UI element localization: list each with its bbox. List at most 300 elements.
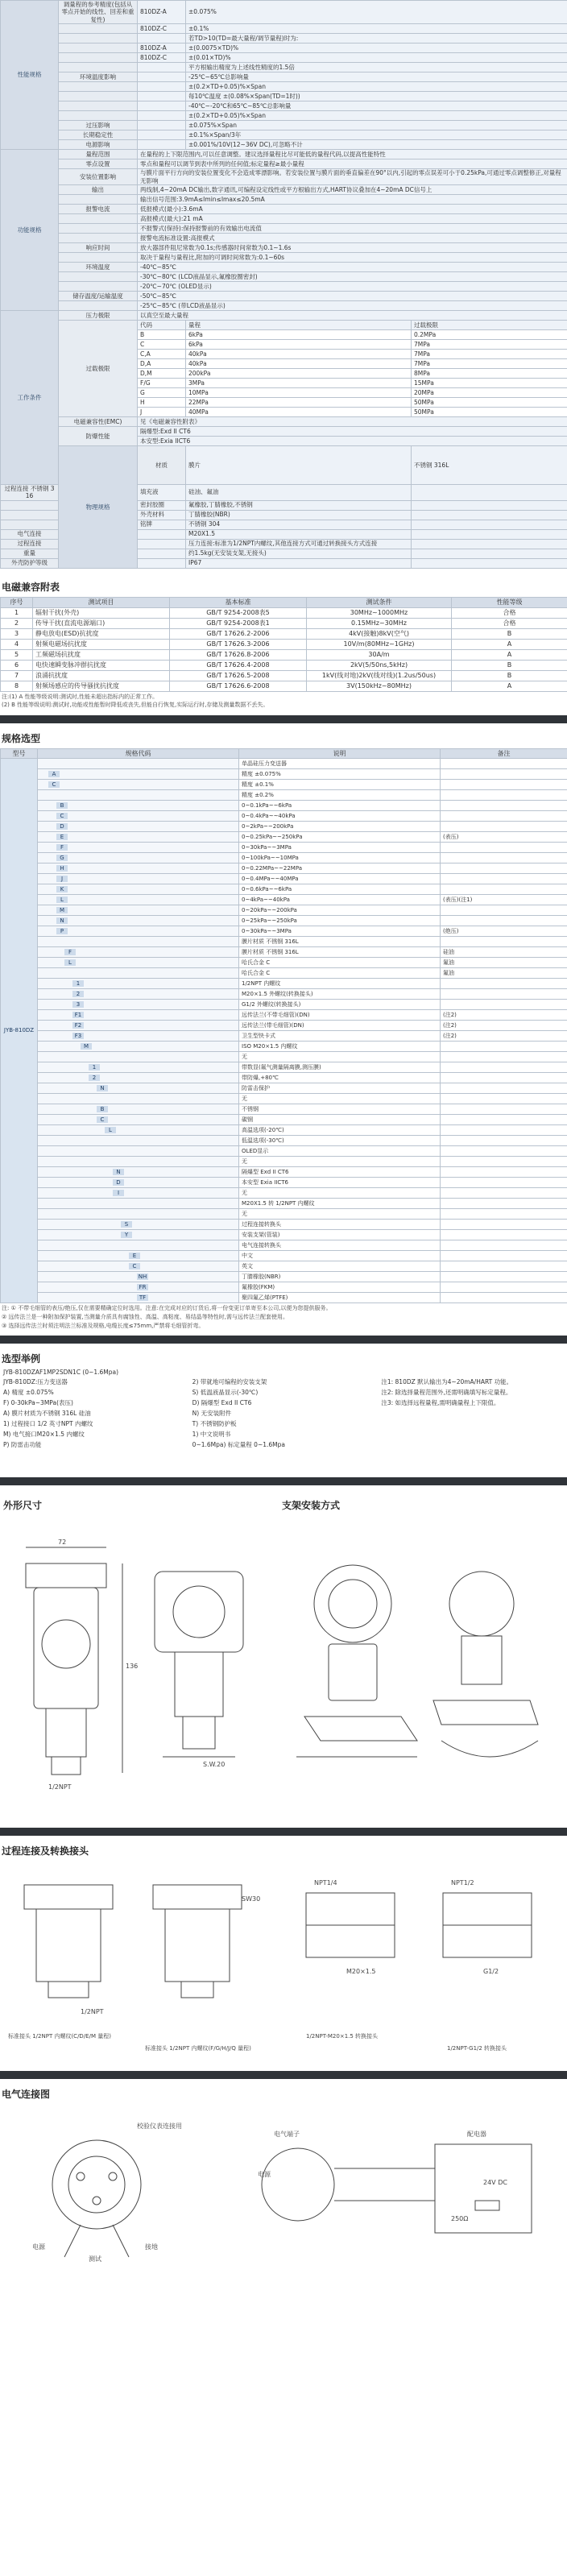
selection-desc: 0~100kPa~~10MPa (239, 853, 441, 863)
selection-code-wrap (40, 1179, 236, 1187)
selection-code-cell (38, 968, 239, 979)
process-title: 过程连接及转换接头 (2, 1845, 89, 1857)
selection-code-wrap (40, 928, 236, 935)
dim-label-height: 136 (126, 1662, 139, 1670)
spec-value: -25℃~65℃总影响量 (186, 72, 567, 82)
selection-code: E (129, 1253, 140, 1260)
selection-note (441, 1115, 567, 1125)
selection-desc: 无 (239, 1052, 441, 1062)
selection-code-cell (38, 1209, 239, 1220)
selection-note (441, 1042, 567, 1052)
spec-value: 压力连接:标准为1/2NPT内螺纹,其他连接方式可通过转换接头方式连接 (186, 539, 412, 549)
dimension-drawing (2, 1515, 272, 1821)
selection-code-cell (38, 874, 239, 884)
emc-cell: GB/T 9254-2008表1 (170, 618, 307, 628)
selection-row (1, 1073, 567, 1083)
spec-subcategory (59, 92, 138, 101)
spec-value: ±(0.0075×TD)% (186, 43, 567, 53)
selection-desc: 0~0.1kPa~~6kPa (239, 801, 441, 811)
selection-row (1, 1188, 567, 1199)
spec-row (1, 1, 567, 24)
pressure-cell: 200kPa (186, 368, 412, 378)
pressure-cell: 40kPa (186, 349, 412, 358)
selection-desc: 无 (239, 1157, 441, 1167)
emc-cell: 30A/m (307, 649, 452, 660)
selection-code-cell (38, 801, 239, 811)
selection-model: JYB-810DZ (1, 759, 38, 1303)
example-item: 1) 中文说明书 (192, 1430, 231, 1438)
spec-value: 氟橡胶,丁腈橡胶,不锈钢 (186, 500, 412, 510)
selection-code-cell (38, 884, 239, 895)
selection-code-cell (38, 759, 239, 769)
selection-note (441, 790, 567, 801)
selection-code-wrap (40, 1253, 236, 1260)
dim-label-npt: 1/2NPT (48, 1783, 72, 1791)
spec-row (1, 213, 567, 223)
selection-row (1, 843, 567, 853)
section-separator (0, 1336, 567, 1344)
emc-cell: 1 (1, 607, 33, 618)
selection-row (1, 905, 567, 916)
spec-row (1, 252, 567, 262)
selection-note (441, 979, 567, 989)
pressure-header: 代码 (138, 320, 186, 329)
selection-row (1, 895, 567, 905)
selection-desc: 远传法兰(带毛细管)(DN) (239, 1021, 441, 1031)
emc-row (1, 670, 567, 681)
selection-code-wrap (40, 907, 236, 914)
selection-code-cell (38, 1062, 239, 1073)
spec-row (1, 300, 567, 310)
selection-code: J (56, 876, 68, 883)
selection-code-cell (38, 1230, 239, 1240)
selection-row (1, 1167, 567, 1178)
selection-desc: 带数显(氟气测量隔离膜,测压膜) (239, 1062, 441, 1073)
selection-code-wrap (40, 1169, 236, 1176)
selection-code: G (56, 855, 68, 862)
spec-row (1, 291, 567, 300)
emc-header: 序号 (1, 597, 33, 607)
selection-note (441, 1000, 567, 1010)
selection-row (1, 884, 567, 895)
selection-code: 3 (72, 1001, 84, 1008)
selection-row (1, 1261, 567, 1272)
selection-code-cell (38, 1021, 239, 1031)
selection-code-cell (38, 1178, 239, 1188)
dimension-title: 外形尺寸 (3, 1499, 43, 1511)
selection-note (441, 884, 567, 895)
selection-note (441, 1199, 567, 1209)
selection-code: F (56, 844, 68, 851)
spec-label (138, 130, 186, 140)
selection-code-wrap (40, 897, 236, 904)
selection-note-text: 注: ① 不带毛细管的表压/绝压,仅在需要精确定位时选用。注意:在完成对应的订货后,将一份变更订单寄至本公司,以便为您提供服务。 (2, 1305, 332, 1311)
pressure-header: 过载极限 (412, 320, 567, 329)
selection-note: (注2) (441, 1021, 567, 1031)
example-item: 1) 过程接口 1/2 英寸NPT 内螺纹 (3, 1419, 93, 1427)
spec-value: ±0.1%×Span/3年 (186, 130, 567, 140)
spec-subcategory (59, 281, 138, 291)
selection-desc: 哈氏合金 C (239, 958, 441, 968)
selection-code-cell (38, 822, 239, 832)
emc-cell: 工频磁场抗扰度 (33, 649, 170, 660)
example-item: JYB-810DZ:压力变送器 (3, 1377, 68, 1385)
example-item: F) 0-30kPa~3MPa(表压) (3, 1398, 73, 1406)
emc-note: 注:(1) A 性能等级说明:测试时,性能未超出指标内的正常工作。 (2, 693, 159, 700)
example-block (0, 1377, 567, 1453)
example-item: A) 精度 ±0.075% (3, 1388, 54, 1396)
selection-code-cell (38, 1188, 239, 1199)
selection-code-wrap (40, 1033, 236, 1040)
wire-label-distributor: 配电器 (467, 2130, 486, 2138)
spec-subcategory (59, 111, 138, 121)
selection-note (441, 1125, 567, 1136)
spec-label: 810DZ-A (138, 43, 186, 53)
emc-cell: 2 (1, 618, 33, 628)
emc-cell: GB/T 9254-2008表5 (170, 607, 307, 618)
emc-title: 电磁兼容附表 (2, 581, 60, 593)
selection-code-cell (38, 769, 239, 780)
selection-code-cell (38, 1146, 239, 1157)
spec-subcategory (59, 233, 138, 242)
selection-note (441, 1062, 567, 1073)
selection-row (1, 1220, 567, 1230)
selection-note (441, 874, 567, 884)
emc-cell: GB/T 17626.8-2006 (170, 649, 307, 660)
selection-code-cell (38, 1052, 239, 1062)
selection-code-wrap (40, 917, 236, 925)
selection-note: 氟油 (441, 958, 567, 968)
pressure-cell: C (138, 339, 186, 349)
pressure-cell: 40kPa (186, 358, 412, 368)
example-item: S) 低温液晶显示(-30℃) (192, 1388, 259, 1396)
spec-value: -20℃~70℃ (OLED显示) (138, 281, 567, 291)
example-title: 选型举例 (2, 1353, 41, 1365)
emc-cell: GB/T 17626.3-2006 (170, 639, 307, 649)
selection-code-cell (38, 947, 239, 958)
selection-row (1, 853, 567, 863)
spec-value: 硅油、氟油 (186, 484, 412, 500)
selection-row (1, 780, 567, 790)
selection-code-wrap (40, 1012, 236, 1019)
selection-code: C (48, 781, 60, 789)
pressure-cell: G (138, 387, 186, 397)
spec-row (1, 130, 567, 140)
emc-cell: 静电放电(ESD)抗扰度 (33, 628, 170, 639)
emc-cell: 4kV(接触)8kV(空气) (307, 628, 452, 639)
selection-code: N (56, 917, 68, 925)
selection-code-wrap (40, 1022, 236, 1029)
selection-desc: 0~20kPa~~200kPa (239, 905, 441, 916)
spec-subcategory: 过压影响 (59, 121, 138, 130)
selection-note (441, 863, 567, 874)
selection-note (441, 1272, 567, 1282)
emc-cell: 30MHz~1000MHz (307, 607, 452, 618)
selection-desc: 0~0.4MPa~~40MPa (239, 874, 441, 884)
selection-desc: 不锈钢 (239, 1104, 441, 1115)
selection-desc: 无 (239, 1188, 441, 1199)
selection-code-cell (38, 1199, 239, 1209)
selection-desc: 精度 ±0.2% (239, 790, 441, 801)
pressure-cell: 10MPa (186, 387, 412, 397)
selection-note (441, 1209, 567, 1220)
spec-value (412, 500, 567, 510)
selection-code-cell (38, 1042, 239, 1052)
spec-value: 不锈钢 316L (412, 445, 567, 484)
spec-value: 两线制,4~20mA DC输出,数字通讯,可编程设定线性或平方根输出方式,HART协议叠加在4~20mA DC信号上 (138, 184, 567, 194)
example-item: 0~1.6Mpa) 标定量程 0~1.6Mpa (192, 1440, 285, 1448)
spec-subcategory (59, 82, 138, 92)
dim-label-width: 72 (58, 1538, 67, 1546)
selection-code-wrap (40, 949, 236, 956)
selection-code-wrap (40, 1263, 236, 1270)
selection-desc: 隔爆型 Exd II CT6 (239, 1167, 441, 1178)
selection-code-cell (38, 1094, 239, 1104)
spec-subcategory: 输出 (59, 184, 138, 194)
spec-row (1, 140, 567, 150)
spec-subcategory (59, 300, 138, 310)
selection-code-cell (38, 1073, 239, 1083)
spec-value: 取决于量程与量程比,附加的可调时间常数为:0.1~60s (138, 252, 567, 262)
emc-header: 测试条件 (307, 597, 452, 607)
selection-row (1, 1136, 567, 1146)
spec-value: 输出信号范围:3.9mA≤Imin≤Imax≤20.5mA (138, 194, 567, 204)
spec-value: 零点和量程可以调节到表中所列的任何值;标定量程≥最小量程 (138, 159, 567, 169)
spec-value: -30℃~80℃ (LCD液晶显示,氟橡胶圈密封) (138, 271, 567, 281)
selection-code-wrap (40, 844, 236, 851)
spec-value: 高报模式(最大):21 mA (138, 213, 567, 223)
spec-subcategory (59, 53, 138, 63)
section-separator (0, 2071, 567, 2079)
selection-code: B (56, 802, 68, 810)
spec-label (138, 72, 186, 82)
selection-code-cell (38, 1240, 239, 1251)
emc-cell: 辐射干扰(外壳) (33, 607, 170, 618)
pressure-cell: C,A (138, 349, 186, 358)
wiring-title: 电气连接图 (2, 2088, 51, 2100)
spec-label: 外壳材料 (138, 510, 186, 520)
spec-subcategory: 电源影响 (59, 140, 138, 150)
spec-label: 810DZ-C (138, 53, 186, 63)
selection-row (1, 874, 567, 884)
spec-subcategory (59, 252, 138, 262)
example-item: P) 防雷击功能 (3, 1440, 42, 1448)
proc-label-npt12: NPT1/2 (451, 1878, 474, 1886)
selection-note (441, 822, 567, 832)
spec-row (1, 24, 567, 34)
selection-code-wrap (40, 781, 236, 789)
selection-code-wrap (40, 1043, 236, 1050)
selection-code: F1 (72, 1012, 84, 1019)
selection-code-cell (38, 1251, 239, 1261)
example-item: N) 无安装附件 (192, 1409, 232, 1417)
spec-subcategory (1, 500, 59, 510)
selection-desc: 0~4kPa~~40kPa (239, 895, 441, 905)
example-item: 2) 带就地可编程的安装支架 (192, 1377, 267, 1385)
spec-label (138, 558, 186, 568)
selection-row (1, 958, 567, 968)
selection-code-cell (38, 1104, 239, 1115)
selection-desc: 0~0.6kPa~~6kPa (239, 884, 441, 895)
selection-note (441, 769, 567, 780)
selection-code-wrap (40, 1095, 236, 1103)
selection-header: 规格代码 (38, 749, 239, 759)
selection-row (1, 1209, 567, 1220)
spec-row (1, 63, 567, 72)
selection-code-wrap (40, 959, 236, 967)
spec-row (1, 92, 567, 101)
emc-cell: 5 (1, 649, 33, 660)
selection-desc: 聚四氟乙烯(PTFE) (239, 1293, 441, 1303)
wire-label-terminal: 电气端子 (274, 2130, 300, 2138)
spec-value: 不锈钢 304 (186, 520, 412, 529)
spec-subcategory: 环境温度 (59, 262, 138, 271)
spec-subcategory: 电磁兼容性(EMC) (59, 416, 138, 426)
spec-value: 以真空至最大量程 (138, 310, 567, 320)
emc-cell: 传导干扰(直流电源端口) (33, 618, 170, 628)
spec-value: 丁腈橡胶(NBR) (186, 510, 412, 520)
selection-note: (注2) (441, 1031, 567, 1042)
selection-row (1, 1094, 567, 1104)
selection-desc: 电气连接转换头 (239, 1240, 441, 1251)
emc-cell: 射频电磁场抗扰度 (33, 639, 170, 649)
selection-note: 硅油 (441, 947, 567, 958)
spec-subcategory (59, 24, 138, 34)
spec-value (412, 520, 567, 529)
spec-subcategory (59, 223, 138, 233)
emc-cell: 3 (1, 628, 33, 639)
selection-code: L (56, 897, 68, 904)
spec-label: 膜片 (186, 445, 412, 484)
spec-value (412, 529, 567, 539)
selection-row (1, 1282, 567, 1293)
selection-code-cell (38, 843, 239, 853)
pressure-cell: 40MPa (186, 407, 412, 416)
spec-subcategory (59, 213, 138, 223)
proc-label-g12: G1/2 (483, 1967, 499, 1975)
selection-code: P (56, 928, 68, 935)
selection-code-cell (38, 780, 239, 790)
selection-code-wrap (40, 980, 236, 988)
selection-header: 说明 (239, 749, 441, 759)
example-item: 注1: 810DZ 默认输出为4~20mA/HART 功能。 (381, 1377, 513, 1385)
selection-desc: 0~2kPa~~200kPa (239, 822, 441, 832)
selection-desc: 氟橡胶(FKM) (239, 1282, 441, 1293)
selection-row (1, 1052, 567, 1062)
pressure-cell: 8MPa (412, 368, 567, 378)
spec-row (1, 242, 567, 252)
selection-code-wrap (40, 1127, 236, 1134)
spec-row (1, 271, 567, 281)
spec-subcategory: 量程范围 (59, 150, 138, 159)
selection-row (1, 979, 567, 989)
selection-note (441, 905, 567, 916)
selection-code-wrap (40, 760, 236, 768)
selection-note: (绝压) (441, 926, 567, 937)
spec-value: 每10℃温度 ±(0.08%×Span(TD=1时)) (186, 92, 567, 101)
spec-value: M20X1.5 (186, 529, 412, 539)
pressure-cell: 50MPa (412, 407, 567, 416)
selection-note: 氟油 (441, 968, 567, 979)
spec-row (1, 53, 567, 63)
selection-code-wrap (40, 886, 236, 893)
spec-value: ±0.001%/10V(12~36V DC),可忽略不计 (186, 140, 567, 150)
selection-desc: 远传法兰(不带毛细管)(DN) (239, 1010, 441, 1021)
selection-table (0, 748, 567, 1303)
spec-label: 810DZ-A (138, 1, 186, 24)
selection-code: L (64, 959, 76, 967)
emc-note: (2) B 性能等级说明:测试时,功能或性能暂时降低或丧失,但能自行恢复,实际运行时,存储及测量数据不丢失。 (2, 702, 269, 709)
selection-code: F2 (72, 1022, 84, 1029)
selection-note (441, 1240, 567, 1251)
selection-row (1, 968, 567, 979)
selection-code-cell (38, 1010, 239, 1021)
emc-row (1, 618, 567, 628)
selection-code: 1 (72, 980, 84, 988)
selection-row (1, 1251, 567, 1261)
selection-note (441, 1167, 567, 1178)
selection-code: F (64, 949, 76, 956)
selection-desc: 1/2NPT 内螺纹 (239, 979, 441, 989)
selection-note (441, 853, 567, 863)
selection-code-cell (38, 1031, 239, 1042)
spec-value: ±0.1% (186, 24, 567, 34)
selection-code-wrap (40, 1200, 236, 1207)
selection-code-wrap (40, 1075, 236, 1082)
spec-label (138, 63, 186, 72)
selection-note (441, 1230, 567, 1240)
selection-note: (表压) (441, 832, 567, 843)
spec-label: 密封胶圈 (138, 500, 186, 510)
spec-value: 隔爆型:Exd II CT6 (138, 426, 567, 436)
selection-code-wrap (40, 1211, 236, 1218)
pressure-cell: B (138, 329, 186, 339)
spec-label: 铭牌 (138, 520, 186, 529)
pressure-cell: D,A (138, 358, 186, 368)
spec-value: -40℃~-20℃和65℃~85℃总影响量 (186, 101, 567, 111)
selection-code-cell (38, 1293, 239, 1303)
selection-note (441, 1104, 567, 1115)
selection-code-cell (38, 926, 239, 937)
selection-code-wrap (40, 1242, 236, 1249)
spec-value: ±(0.2×TD+0.05)%×Span (186, 82, 567, 92)
selection-note (441, 1146, 567, 1157)
selection-note-text: ② 远传法兰是一种附加保护装置,当测量介质具有腐蚀性、高温、高粘度、易结晶等特性时,需与远传法兰配套使用。 (2, 1313, 288, 1320)
emc-cell: 3V(150kHz~80MHz) (307, 681, 452, 691)
spec-value (412, 558, 567, 568)
selection-desc: 精度 ±0.075% (239, 769, 441, 780)
selection-code: C (56, 813, 68, 820)
selection-row (1, 1125, 567, 1136)
selection-code-wrap (40, 802, 236, 810)
spec-row (1, 320, 567, 329)
spec-label (138, 82, 186, 92)
selection-code: N (97, 1085, 108, 1092)
selection-code-wrap (40, 938, 236, 946)
spec-label (138, 140, 186, 150)
wire-label-ground: 接地 (145, 2243, 158, 2251)
selection-note (441, 811, 567, 822)
selection-note (441, 1220, 567, 1230)
selection-code-wrap (40, 792, 236, 799)
selection-row (1, 989, 567, 1000)
selection-code-wrap (40, 876, 236, 883)
selection-row (1, 937, 567, 947)
pressure-cell: 0.2MPa (412, 329, 567, 339)
selection-row (1, 1199, 567, 1209)
spec-value: 与膜片面平行方向的安装位置变化不会造成零漂影响。若安装位置与膜片面的垂直偏差在90°以内,引起的零点误差可小于0.25kPa,可通过零点调整修正,对量程无影响 (138, 169, 567, 185)
spec-row (1, 194, 567, 204)
